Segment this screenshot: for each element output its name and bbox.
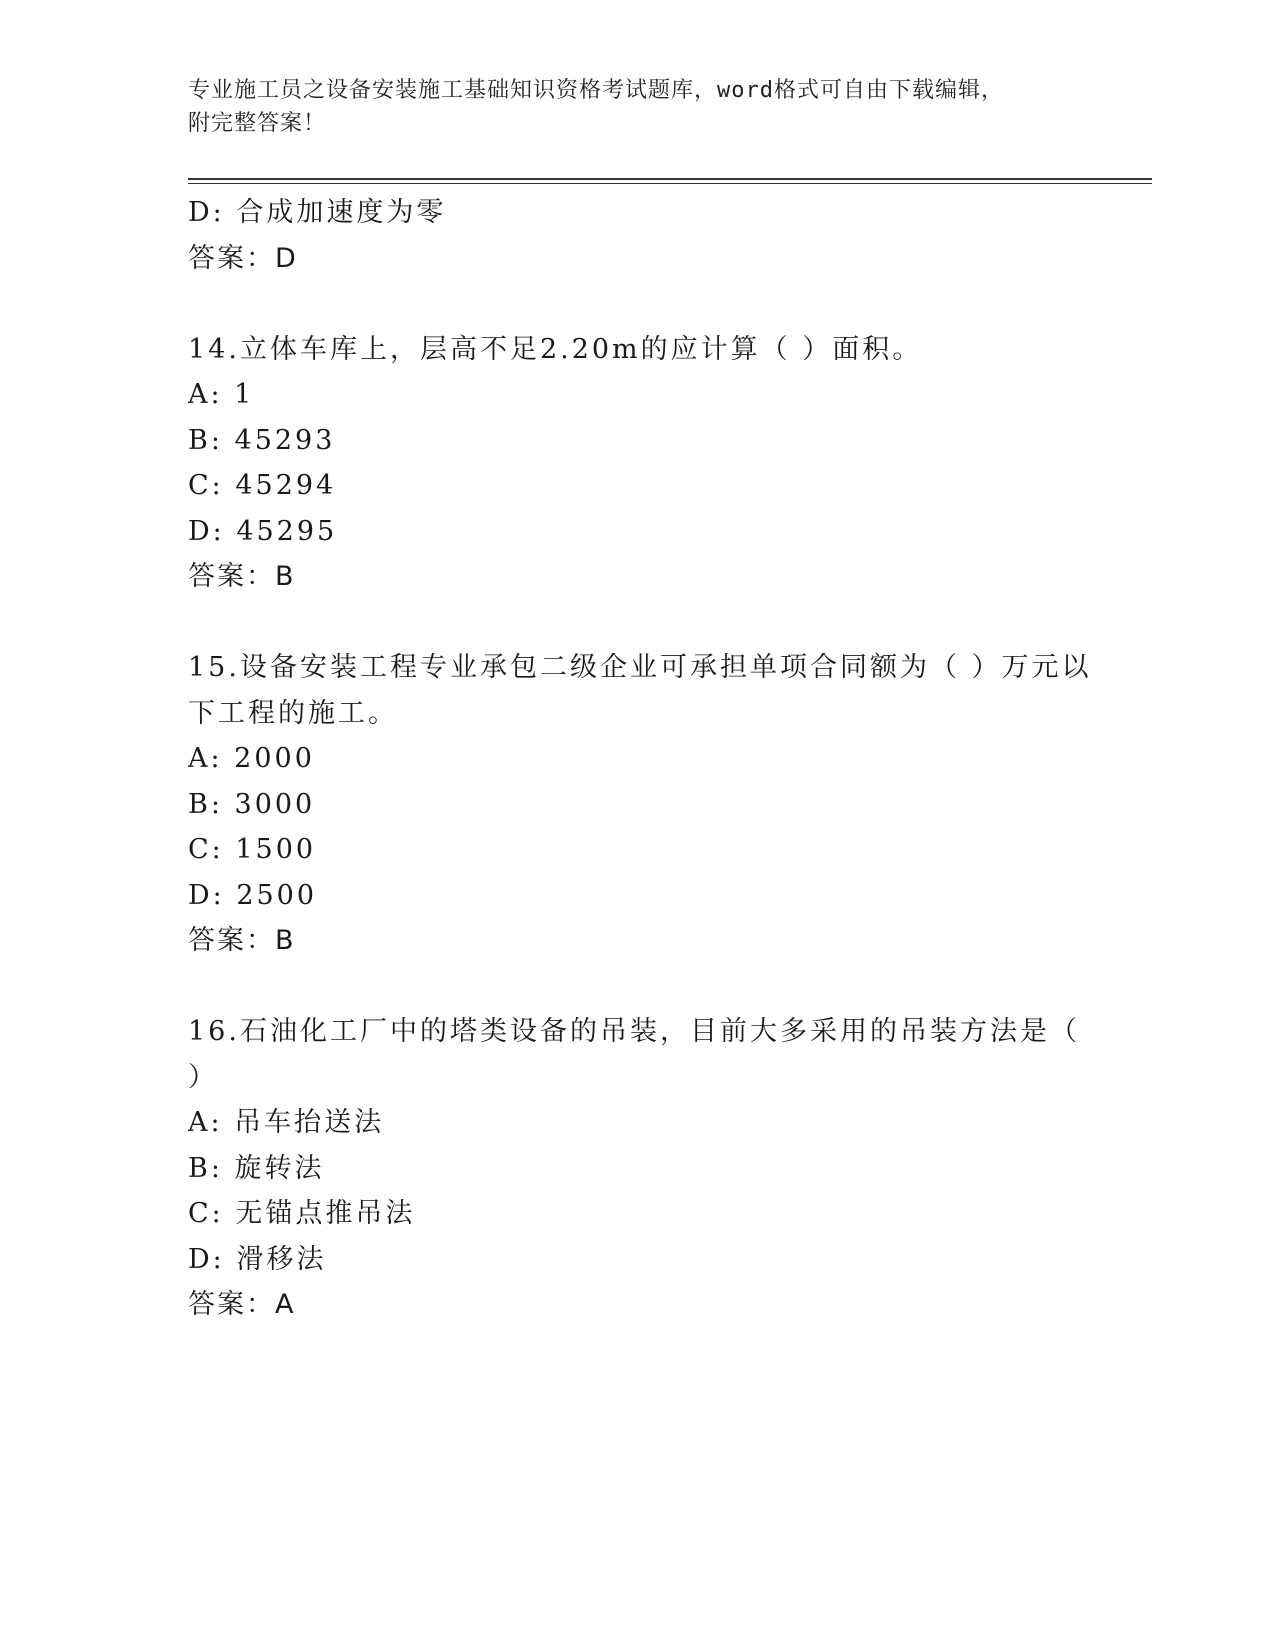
spacer xyxy=(188,600,1088,646)
option-c: C: 45294 xyxy=(188,470,337,501)
header-line-2: 附完整答案！ xyxy=(188,111,327,136)
option-c: C: 1500 xyxy=(188,834,317,865)
answer-label: 答案：D xyxy=(188,242,298,274)
question-stem-line-2: ） xyxy=(188,1061,218,1093)
question-stem-line-2: 下工程的施工。 xyxy=(188,697,398,729)
option-c: C: 无锚点推吊法 xyxy=(188,1198,416,1229)
option-a: A: 2000 xyxy=(188,743,315,774)
header-divider-thin xyxy=(188,183,1152,184)
header-divider xyxy=(188,178,1152,180)
option-d: D: 2500 xyxy=(188,879,318,911)
option-d: D: 45295 xyxy=(188,515,338,547)
option-b: B: 3000 xyxy=(188,788,316,820)
option-b: B: 45293 xyxy=(188,424,336,456)
question-stem-line-1: 15.设备安装工程专业承包二级企业可承担单项合同额为（ ）万元以 xyxy=(188,652,1092,683)
header-line-1: 专业施工员之设备安装施工基础知识资格考试题库，word格式可自由下载编辑， xyxy=(188,78,1004,103)
spacer xyxy=(188,964,1088,1010)
answer-label: 答案：B xyxy=(188,925,296,956)
page-header xyxy=(188,74,1068,140)
question-15 xyxy=(188,645,1092,964)
question-list xyxy=(188,190,1092,1328)
question-stem-line-1: 16.石油化工厂中的塔类设备的吊装，目前大多采用的吊装方法是（ xyxy=(188,1016,1080,1047)
question-16 xyxy=(188,1009,1088,1328)
question-13-tail xyxy=(188,190,1088,281)
option-d: D: 合成加速度为零 xyxy=(188,197,447,228)
option-a: A: 1 xyxy=(188,379,255,410)
question-stem: 14.立体车库上，层高不足2.20m的应计算（ ）面积。 xyxy=(188,333,923,365)
answer-label: 答案：B xyxy=(188,561,296,592)
option-d: D: 滑移法 xyxy=(188,1243,327,1275)
question-14 xyxy=(188,327,1088,600)
option-b: B: 旋转法 xyxy=(188,1152,325,1184)
spacer xyxy=(188,281,1088,327)
answer-label: 答案：A xyxy=(188,1289,296,1320)
option-a: A: 吊车抬送法 xyxy=(188,1107,385,1138)
